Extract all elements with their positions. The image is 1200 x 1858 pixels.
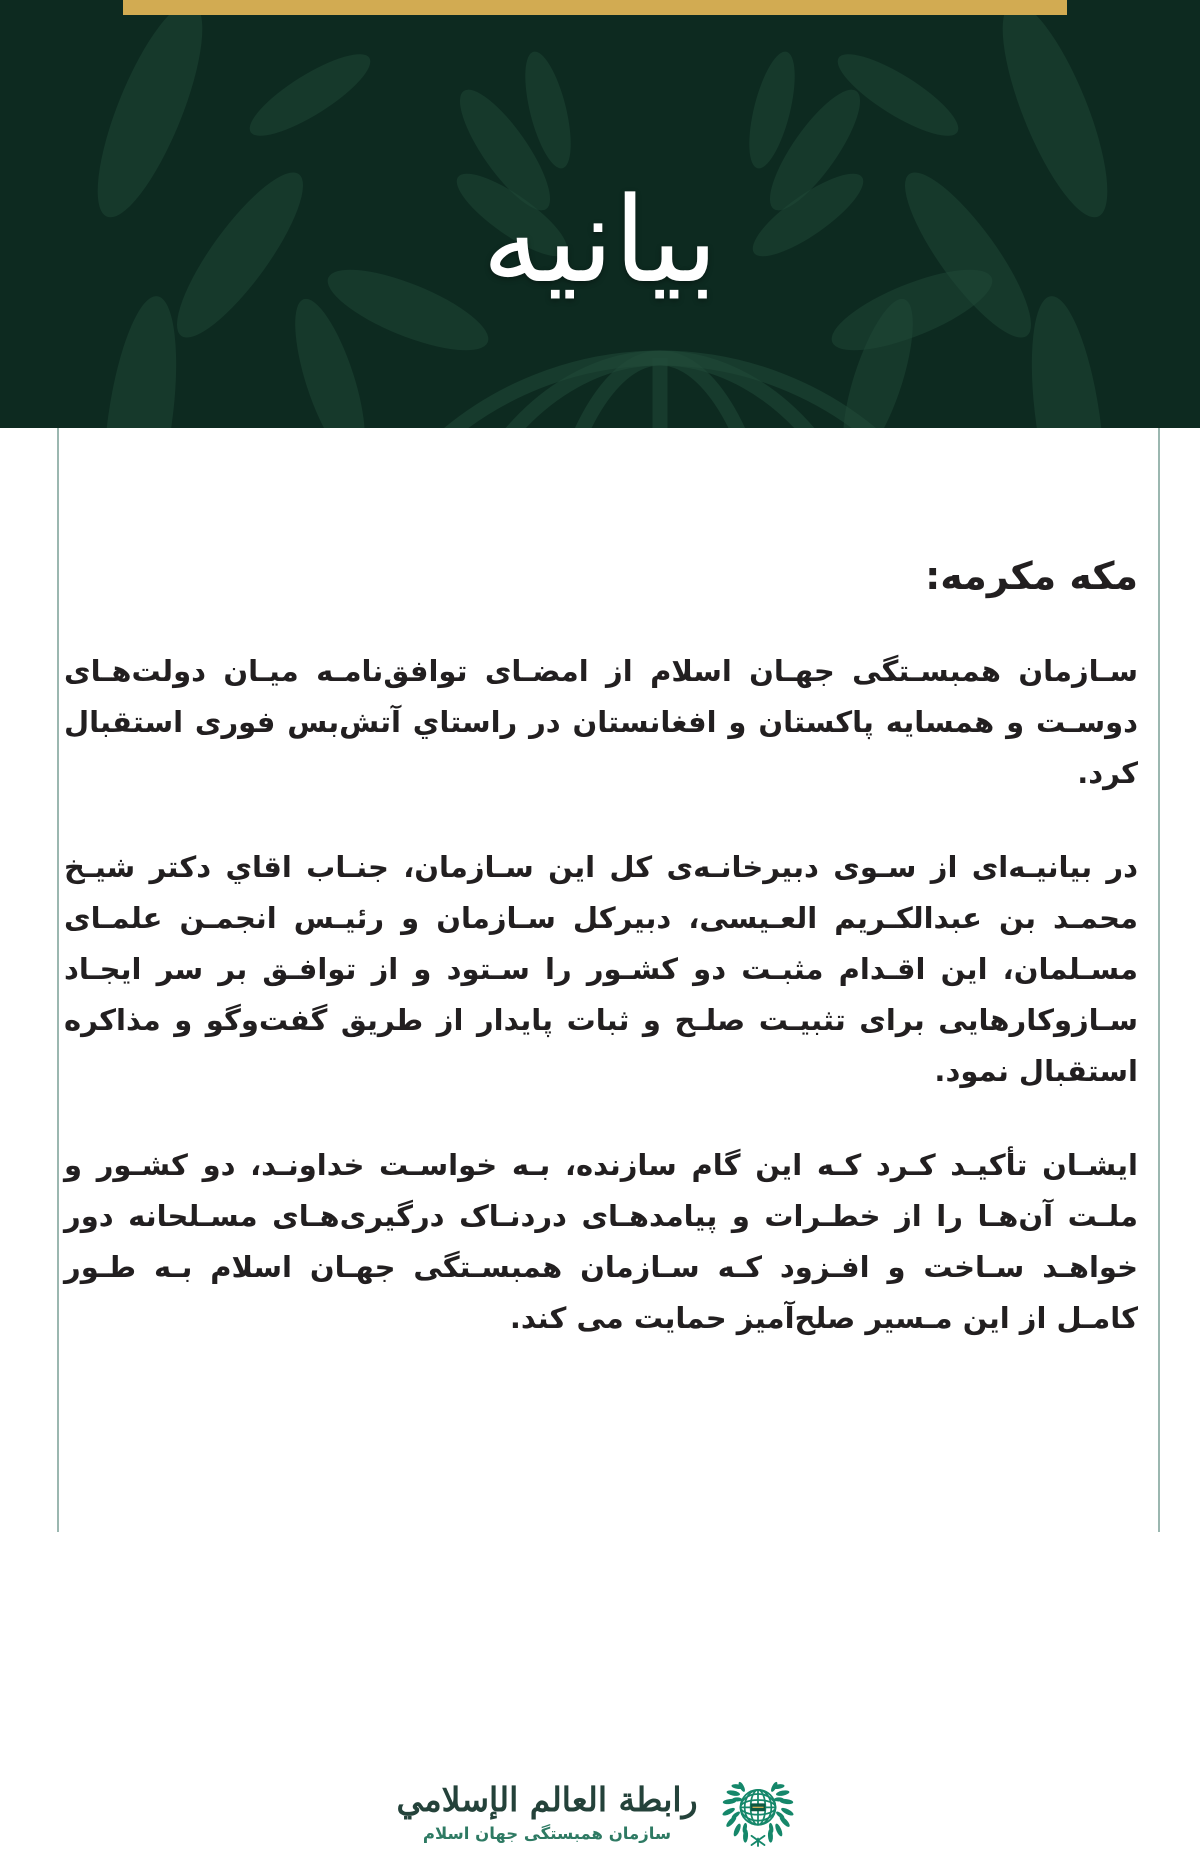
statement-content	[0, 428, 1200, 1344]
logo-persian-name: سازمان همبستگی جهان اسلام	[422, 1823, 672, 1843]
paragraph-2: در بیانیـه‌ای از سـوی دبیرخانـه‌ی کل این سـازمان، جنـاب اقاي دکتر شیـخ محمـد بن عبدالکـریم العـیسی، دبیرکل سـازمان و رئیـس انجمـن علمـای مسـلمان، این اقـدام مثبـت دو کشـور را سـتود و از توافـق بر سر ایجـاد سـازوکارهایی برای تثبیـت صلـح و ثبات پایدار از طریق گفت‌وگو و مذاکره استقبال نمود.	[64, 850, 1138, 1088]
logo-group	[396, 1764, 803, 1858]
logo-arabic-calligraphy: رابطة العالم الإسلامي	[396, 1780, 698, 1820]
salutation-heading: مکه مکرمه:	[925, 554, 1138, 598]
organization-logo	[0, 1764, 1200, 1858]
logo-wordmark	[396, 1779, 697, 1842]
paragraph-1: سـازمان همبسـتگی جهـان اسلام از امضـای توافق‌نامـه میـان دولت‌هـای دوسـت و همسایه پاکستان و افغانستان در راستاي آتش‌بس فوری استقبال کرد.	[64, 654, 1138, 790]
statement-body	[0, 428, 1200, 1843]
paragraph-3: ایشـان تأکیـد کـرد کـه این گام سازنده، بـه خواسـت خداونـد، دو کشـور و ملـت آن‌هـا را از خطـرات و پیامدهـای دردنـاک درگیری‌هـای مسـلحانه دور خواهـد سـاخت و افـزود کـه سـازمان همبسـتگی جهـان اسلام بـه طـور کامـل از این مـسیر صلح‌آمیز حمایت می کند.	[64, 1148, 1138, 1335]
mwl-emblem-icon	[712, 1764, 804, 1858]
statement-title: بیانیه	[481, 171, 719, 309]
header-banner	[0, 0, 1200, 428]
